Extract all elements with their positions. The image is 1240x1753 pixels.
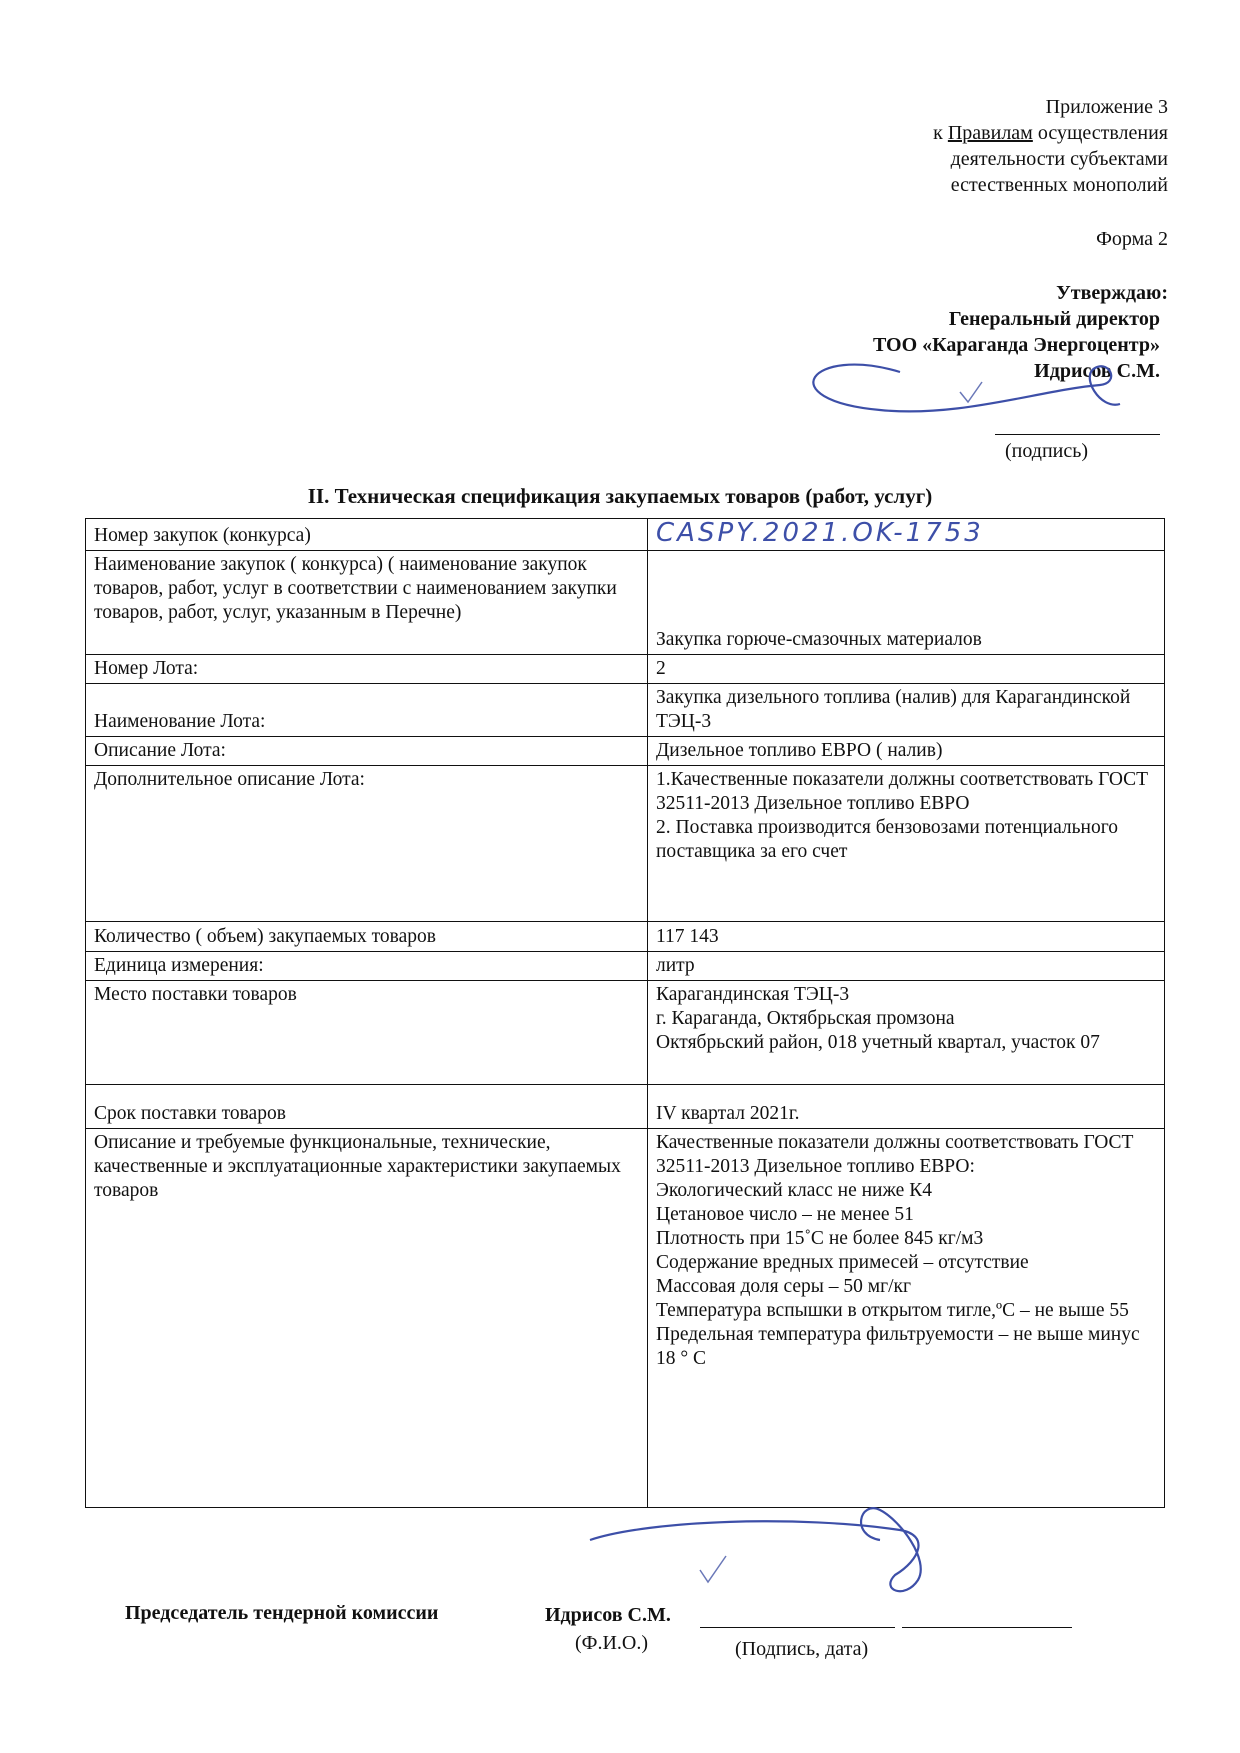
spec-value-line: Цетановое число – не менее 51 <box>656 1204 914 1225</box>
chair-signature-line <box>700 1627 895 1628</box>
director-signature-scribble <box>0 0 1240 480</box>
spec-value-line: Экологический класс не ниже К4 <box>656 1180 932 1201</box>
approval-company: ТОО «Караганда Энергоцентр» <box>872 334 1160 356</box>
approval-signature-caption: (подпись) <box>1005 440 1089 462</box>
spec-value: 2 <box>648 655 1165 684</box>
approval-signature-line <box>995 434 1160 435</box>
spec-value-line: Октябрьский район, 018 учетный квартал, участок 07 <box>656 1032 1100 1053</box>
spec-row-additional-description <box>86 766 1165 922</box>
approval-heading: Утверждаю: <box>1056 282 1168 304</box>
spec-value: Дизельное топливо ЕВРО ( налив) <box>648 737 1165 766</box>
appendix-line-3: деятельности субъектами <box>950 148 1168 170</box>
spec-key: Описание и требуемые функциональные, технические, качественные и эксплуатационные характеристики закупаемых товаров <box>86 1129 648 1508</box>
spec-value <box>648 981 1165 1085</box>
spec-value-line: 1.Качественные показатели должны соответствовать ГОСТ 32511-2013 Дизельное топливо ЕВРО <box>656 769 1149 814</box>
spec-row-lot-description <box>86 737 1165 766</box>
spec-row-lot-name <box>86 684 1165 737</box>
spec-value-line: г. Караганда, Октябрьская промзона <box>656 1008 955 1029</box>
appendix-line-4: естественных монополий <box>950 174 1168 196</box>
spec-value-line: Температура вспышки в открытом тигле,ºС – не выше 55 <box>656 1300 1129 1321</box>
spec-key: Срок поставки товаров <box>86 1085 648 1129</box>
chair-name: Идрисов С.М. <box>545 1604 671 1626</box>
specification-table <box>85 518 1165 1508</box>
fio-caption: (Ф.И.О.) <box>575 1632 649 1654</box>
spec-key: Единица измерения: <box>86 952 648 981</box>
spec-row-delivery-place <box>86 981 1165 1085</box>
spec-value: 117 143 <box>648 922 1165 952</box>
appendix-number: Приложение 3 <box>1045 96 1168 118</box>
handwritten-procurement-number: CASPY.2021.OK-1753 <box>656 518 984 548</box>
spec-key: Количество ( объем) закупаемых товаров <box>86 922 648 952</box>
spec-value-line: Предельная температура фильтруемости – не выше минус 18 ° С <box>656 1324 1140 1369</box>
spec-row-procurement-number <box>86 519 1165 551</box>
spec-row-lot-number <box>86 655 1165 684</box>
spec-key: Номер закупок (конкурса) <box>86 519 648 551</box>
sign-date-caption: (Подпись, дата) <box>735 1638 869 1660</box>
spec-row-quantity <box>86 922 1165 952</box>
spec-key: Дополнительное описание Лота: <box>86 766 648 922</box>
spec-value-line: 2. Поставка производится бензовозами потенциального поставщика за его счет <box>656 817 1118 862</box>
approval-name: Идрисов С.М. <box>1034 360 1160 382</box>
spec-value-line: Содержание вредных примесей – отсутствие <box>656 1252 1029 1273</box>
appendix-reference <box>748 94 1168 198</box>
spec-value: Закупка горюче-смазочных материалов <box>648 551 1165 655</box>
chair-date-line <box>902 1627 1072 1628</box>
appendix-prefix: к <box>933 122 943 144</box>
spec-value-line: Массовая доля серы – 50 мг/кг <box>656 1276 911 1297</box>
spec-value <box>648 766 1165 922</box>
spec-key: Наименование Лота: <box>86 684 648 737</box>
spec-value <box>648 519 1165 551</box>
section-title: II. Техническая спецификация закупаемых товаров (работ, услуг) <box>307 484 933 508</box>
spec-value-line: Качественные показатели должны соответствовать ГОСТ 32511-2013 Дизельное топливо ЕВРО: <box>656 1132 1134 1177</box>
spec-row-unit <box>86 952 1165 981</box>
spec-row-characteristics <box>86 1129 1165 1508</box>
spec-value-line: Плотность при 15˚С не более 845 кг/м3 <box>656 1228 984 1249</box>
spec-row-procurement-name <box>86 551 1165 655</box>
spec-value: литр <box>648 952 1165 981</box>
approval-position: Генеральный директор <box>948 308 1160 330</box>
spec-key: Описание Лота: <box>86 737 648 766</box>
appendix-rules-line <box>748 120 1168 146</box>
spec-value-line: Карагандинская ТЭЦ-3 <box>656 984 850 1005</box>
spec-key: Место поставки товаров <box>86 981 648 1085</box>
chair-label: Председатель тендерной комиссии <box>125 1602 439 1624</box>
spec-key: Наименование закупок ( конкурса) ( наименование закупок товаров, работ, услуг в соответствии с наименованием закупки товаров, работ, услуг, указанным в Перечне) <box>86 551 648 655</box>
appendix-suffix: осуществления <box>1037 122 1168 144</box>
spec-value <box>648 1129 1165 1508</box>
spec-value: IV квартал 2021г. <box>648 1085 1165 1129</box>
spec-key: Номер Лота: <box>86 655 648 684</box>
spec-row-delivery-term <box>86 1085 1165 1129</box>
form-label: Форма 2 <box>1096 228 1168 250</box>
rules-link[interactable]: Правилам <box>947 122 1033 144</box>
spec-value: Закупка дизельного топлива (налив) для Карагандинской ТЭЦ-3 <box>648 684 1165 737</box>
